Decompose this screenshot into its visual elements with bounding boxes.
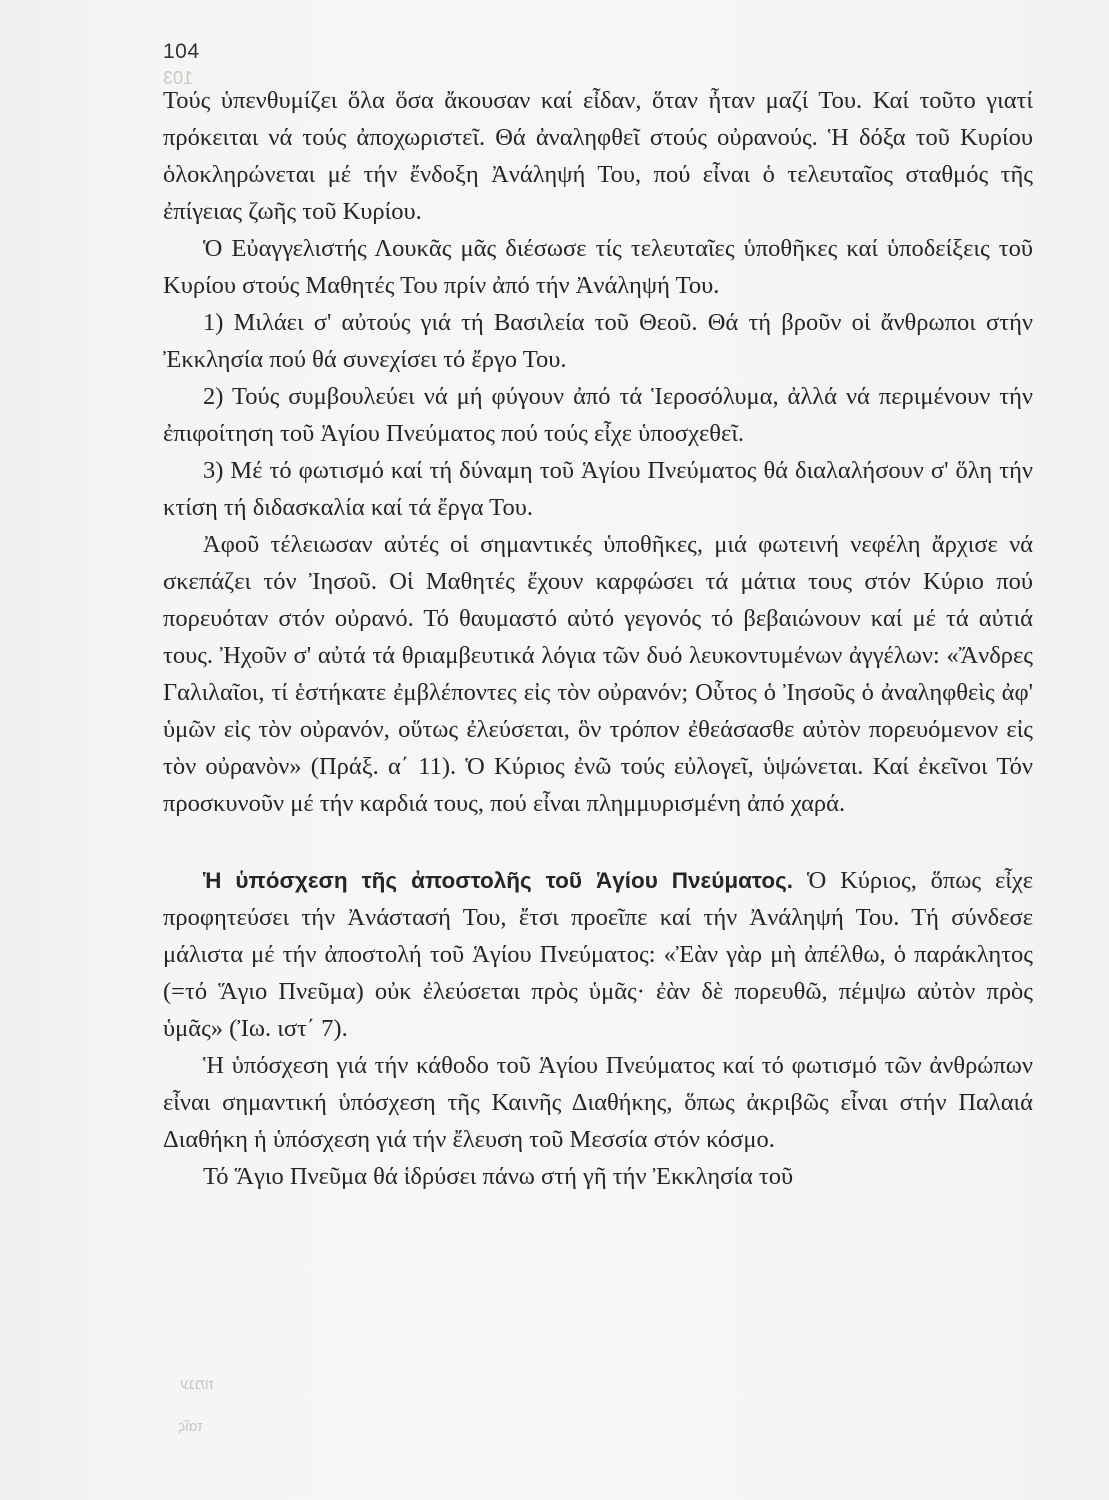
paragraph-5: 3) Μέ τό φωτισμό καί τή δύναμη τοῦ Ἁγίου Πνεύματος θά διαλαλήσουν σ' ὅλη τήν κτίση τή διδασκαλία καί τά ἔργα Του. (163, 457, 1033, 521)
body-text (163, 82, 1033, 1195)
section-paragraph-1 (163, 862, 1033, 1047)
page-number: 104 (163, 40, 200, 63)
bleed-through-text: ענמוז (180, 1376, 214, 1393)
bleed-through-page-number: 103 (163, 68, 194, 88)
paragraph-1: Τούς ὑπενθυμίζει ὅλα ὅσα ἄκουσαν καί εἶδαν, ὅταν ἦταν μαζί Του. Καί τοῦτο γιατί πρόκειται νά τούς ἀποχωριστεῖ. Θά ἀναληφθεῖ στούς οὐρανούς. Ἡ δόξα τοῦ Κυρίου ὁλοκληρώνεται μέ τήν ἔνδοξη Ἀνάληψή Του, πού εἶναι ὁ τελευταῖος σταθμός τῆς ἐπίγειας ζωῆς τοῦ Κυρίου. (163, 87, 1033, 225)
section-heading: Ἡ ὑπόσχεση τῆς ἀποστολῆς τοῦ Ἁγίου Πνεύματος. (203, 868, 794, 893)
paragraph-6: Ἀφοῦ τέλειωσαν αὐτές οἱ σημαντικές ὑποθῆκες, μιά φωτεινή νεφέλη ἄρχισε νά σκεπάζει τόν Ἰησοῦ. Οἱ Μαθητές ἔχουν καρφώσει τά μάτια τους στόν Κύριο πού πορευόταν στόν οὐρανό. Τό θαυμαστό αὐτό γεγονός τό βεβαιώνουν καί μέ τά αὐτιά τους. Ἠχοῦν σ' αὐτά τά θριαμβευτικά λόγια τῶν δυό λευκοντυμένων ἀγγέλων: «Ἄνδρες Γαλιλαῖοι, τί ἑστήκατε ἐμβλέποντες εἰς τὸν οὐρανόν; Οὗτος ὁ Ἰησοῦς ὁ ἀναληφθεὶς ἀφ' ὑμῶν εἰς τὸν οὐρανόν, οὕτως ἐλεύσεται, ὃν τρόπον ἐθεάσασθε αὐτὸν πορευόμενον εἰς τὸν οὐρανὸν» (Πράξ. α΄ 11). Ὁ Κύριος ἐνῶ τούς εὐλογεῖ, ὑψώνεται. Καί ἐκεῖνοι Τόν προσκυνοῦν μέ τήν καρδιά τους, πού εἶναι πλημμυρισμένη ἀπό χαρά. (163, 531, 1033, 817)
section-paragraph-3: Τό Ἅγιο Πνεῦμα θά ἱδρύσει πάνω στή γῆ τήν Ἐκκλησία τοῦ (203, 1163, 794, 1190)
bleed-through-text: ταῖς (178, 1418, 203, 1435)
paragraph-3: 1) Μιλάει σ' αὐτούς γιά τή Βασιλεία τοῦ Θεοῦ. Θά τή βροῦν οἱ ἄνθρωποι στήν Ἐκκλησία πού θά συνεχίσει τό ἔργο Του. (163, 309, 1033, 373)
section-paragraph-2: Ἡ ὑπόσχεση γιά τήν κάθοδο τοῦ Ἁγίου Πνεύματος καί τό φωτισμό τῶν ἀνθρώπων εἶναι σημαντική ὑπόσχεση τῆς Καινῆς Διαθήκης, ὅπως ἀκριβῶς εἶναι στήν Παλαιά Διαθήκη ἡ ὑπόσχεση γιά τήν ἔλευση τοῦ Μεσσία στόν κόσμο. (163, 1052, 1033, 1153)
paragraph-4: 2) Τούς συμβουλεύει νά μή φύγουν ἀπό τά Ἱεροσόλυμα, ἀλλά νά περιμένουν τήν ἐπιφοίτηση τοῦ Ἁγίου Πνεύματος πού τούς εἶχε ὑποσχεθεῖ. (163, 383, 1033, 447)
section-first-paragraph: Ὁ Κύριος, ὅπως εἶχε προφητεύσει τήν Ἀνάστασή Του, ἔτσι προεῖπε καί τήν Ἀνάληψή Του. Τή σύνδεσε μάλιστα μέ τήν ἀποστολή τοῦ Ἁγίου Πνεύματος: «Ἐὰν γὰρ μὴ ἀπέλθω, ὁ παράκλητος (=τό Ἅγιο Πνεῦμα) οὐκ ἐλεύσεται πρὸς ὑμᾶς· ἐὰν δὲ πορευθῶ, πέμψω αὐτὸν πρὸς ὑμᾶς» (Ἰω. ιστ΄ 7). (163, 867, 1033, 1042)
paragraph-2: Ὁ Εὐαγγελιστής Λουκᾶς μᾶς διέσωσε τίς τελευταῖες ὑποθῆκες καί ὑποδείξεις τοῦ Κυρίου στούς Μαθητές Του πρίν ἀπό τήν Ἀνάληψή Του. (163, 235, 1033, 299)
